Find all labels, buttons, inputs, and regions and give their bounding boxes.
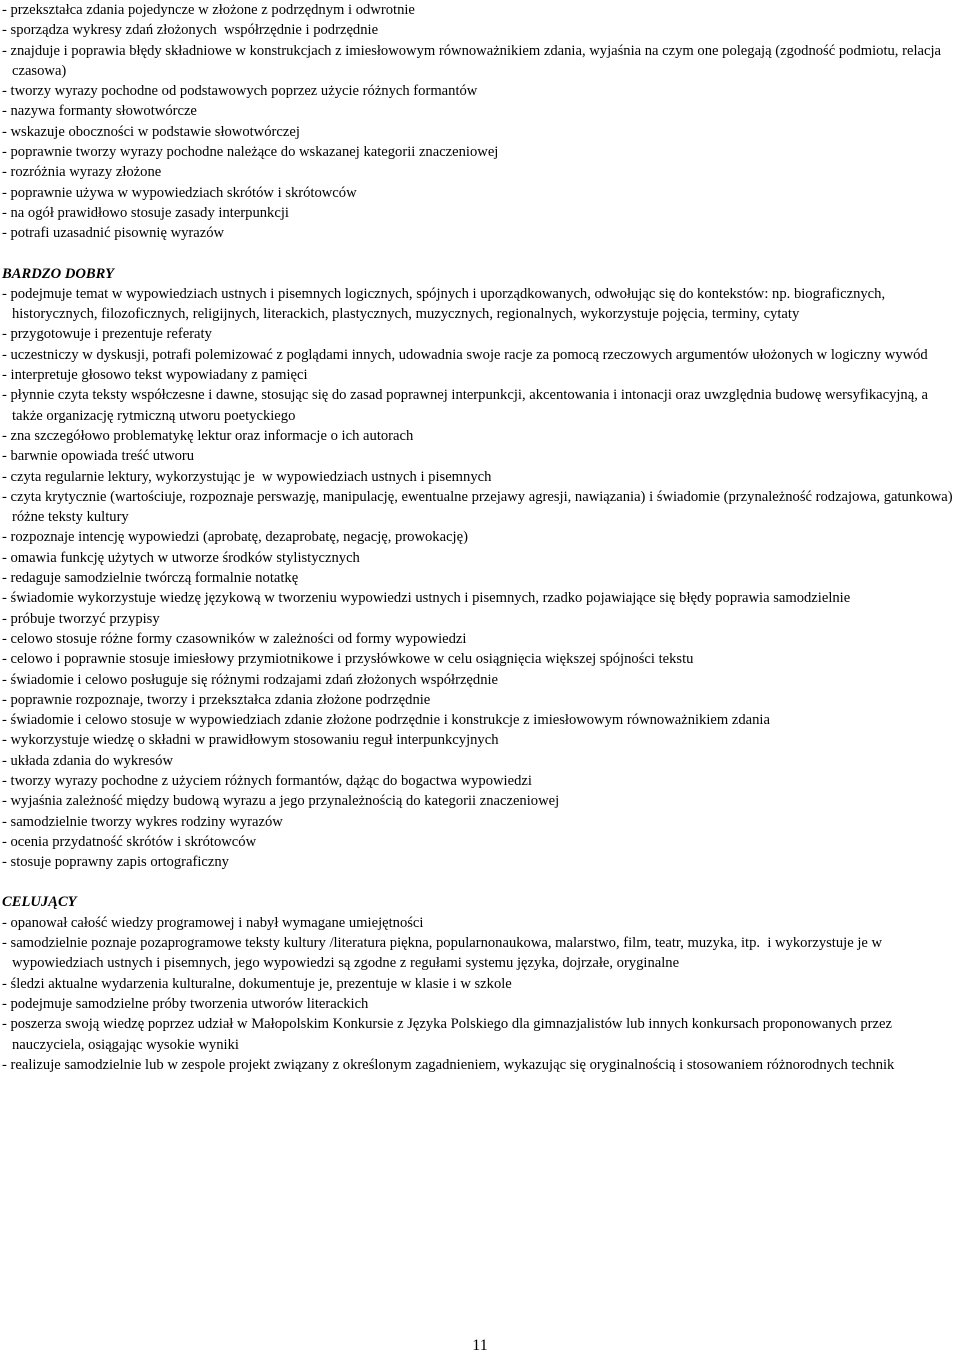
list-item: - uczestniczy w dyskusji, potrafi polemizować z poglądami innych, udowadnia swoje racje za pomocą rzeczowych argumentów ułożonych w logiczny wywód	[2, 346, 928, 363]
list-item: - świadomie i celowo posługuje się różnymi rodzajami zdań złożonych współrzędnie	[2, 671, 499, 688]
list-item: - redaguje samodzielnie twórczą formalnie notatkę	[2, 570, 299, 587]
list-item: - podejmuje temat w wypowiedziach ustnych i pisemnych logicznych, spójnych i uporządkowanych, odwołując się do kontekstów: np. biograficznych, historycznych, filozoficznych, religijnych, literackich, plastycznych, muzycznych, regionalnych, wykorzystuje pojęcia, terminy, cytaty	[2, 285, 889, 323]
list-item: - znajduje i poprawia błędy składniowe w konstrukcjach z imiesłowowym równoważnikiem zdania, wyjaśnia na czym one polegają (zgodność podmiotu, relacja czasowa)	[2, 42, 945, 79]
list-item: - tworzy wyrazy pochodne od podstawowych poprzez użycie różnych formantów	[2, 83, 478, 100]
list-item: - celowo stosuje różne formy czasowników w zależności od formy wypowiedzi	[2, 630, 467, 647]
list-item: - wyjaśnia zależność między budową wyrazu a jego przynależnością do kategorii znaczeniowej	[2, 793, 560, 810]
list-item: - sporządza wykresy zdań złożonych współrzędnie i podrzędnie	[2, 22, 379, 39]
list-item: - poprawnie rozpoznaje, tworzy i przekształca zdania złożone podrzędnie	[2, 691, 431, 708]
list-item: - samodzielnie tworzy wykres rodziny wyrazów	[2, 813, 283, 830]
requirements-list	[2, 284, 957, 873]
list-item: - poprawnie używa w wypowiedziach skrótów i skrótowców	[2, 184, 357, 201]
list-item: - interpretuje głosowo tekst wypowiadany z pamięci	[2, 367, 308, 384]
section	[2, 264, 957, 873]
list-item: - rozpoznaje intencję wypowiedzi (aprobatę, dezaprobatę, negację, prowokację)	[2, 529, 468, 546]
list-item: - próbuje tworzyć przypisy	[2, 610, 160, 627]
list-item: - przygotowuje i prezentuje referaty	[2, 326, 212, 343]
requirements-list	[2, 0, 957, 244]
list-item: - czyta krytycznie (wartościuje, rozpoznaje perswazję, manipulację, ewentualne przejawy agresji, nawiązania) i świadomie (przynależność rodzajowa, gatunkowa) różne teksty kultury	[2, 488, 957, 526]
list-item: - zna szczegółowo problematykę lektur oraz informacje o ich autorach	[2, 427, 414, 444]
list-item: - nazywa formanty słowotwórcze	[2, 103, 197, 120]
section	[2, 0, 957, 244]
list-item: - układa zdania do wykresów	[2, 752, 174, 769]
list-item: - śledzi aktualne wydarzenia kulturalne, dokumentuje je, prezentuje w klasie i w szkole	[2, 975, 512, 992]
list-item: - stosuje poprawny zapis ortograficzny	[2, 854, 229, 871]
list-item: - ocenia przydatność skrótów i skrótowców	[2, 833, 257, 850]
list-item: - czyta regularnie lektury, wykorzystując je w wypowiedziach ustnych i pisemnych	[2, 468, 492, 485]
list-item: - świadomie wykorzystuje wiedzę językową w tworzeniu wypowiedzi ustnych i pisemnych, rzadko pojawiające się błędy poprawia samodzielnie	[2, 590, 851, 607]
sections-container	[2, 0, 957, 1075]
page-number: 11	[472, 1337, 488, 1354]
list-item: - podejmuje samodzielne próby tworzenia utworów literackich	[2, 995, 369, 1012]
section	[2, 892, 957, 1075]
list-item: - tworzy wyrazy pochodne z użyciem różnych formantów, dążąc do bogactwa wypowiedzi	[2, 772, 532, 789]
section-heading: BARDZO DOBRY	[2, 265, 115, 282]
list-item: - opanował całość wiedzy programowej i nabył wymagane umiejętności	[2, 914, 424, 931]
list-item: - barwnie opowiada treść utworu	[2, 448, 195, 465]
list-item: - wskazuje oboczności w podstawie słowotwórczej	[2, 123, 300, 140]
list-item: - na ogół prawidłowo stosuje zasady interpunkcji	[2, 204, 289, 221]
list-item: - realizuje samodzielnie lub w zespole projekt związany z określonym zagadnieniem, wykazując się oryginalnością i stosowaniem różnorodnych technik	[2, 1056, 895, 1073]
list-item: - potrafi uzasadnić pisownię wyrazów	[2, 225, 225, 242]
list-item: - świadomie i celowo stosuje w wypowiedziach zdanie złożone podrzędnie i konstrukcje z imiesłowowym równoważnikiem zdania	[2, 712, 770, 729]
list-item: - przekształca zdania pojedyncze w złożone z podrzędnym i odwrotnie	[2, 2, 415, 18]
list-item: - celowo i poprawnie stosuje imiesłowy przymiotnikowe i przysłówkowe w celu osiągnięcia większej spójności tekstu	[2, 651, 694, 668]
list-item: - poprawnie tworzy wyrazy pochodne należące do wskazanej kategorii znaczeniowej	[2, 144, 499, 161]
list-item: - omawia funkcję użytych w utworze środków stylistycznych	[2, 549, 360, 566]
requirements-list	[2, 913, 957, 1075]
section-heading: CELUJĄCY	[2, 894, 77, 911]
document-page	[2, 0, 957, 1075]
list-item: - płynnie czyta teksty współczesne i dawne, stosując się do zasad poprawnej interpunkcji, akcentowania i intonacji oraz uwzględnia budowę wersyfikacyjną, a także organizację rytmiczną utworu poetyckiego	[2, 387, 932, 424]
list-item: - rozróżnia wyrazy złożone	[2, 164, 162, 181]
list-item: - samodzielnie poznaje pozaprogramowe teksty kultury /literatura piękna, popularnonaukowa, malarstwo, film, teatr, muzyka, itp. i wykorzystuje je w wypowiedziach ustnych i pisemnych, jego wypowiedzi są zgodne z regułami systemu języka, dojrzałe, oryginalne	[2, 935, 886, 972]
list-item: - poszerza swoją wiedzę poprzez udział w Małopolskim Konkursie z Języka Polskiego dla gimnazjalistów lub innych konkursach proponowanych przez nauczyciela, osiągając wysokie wyniki	[2, 1016, 896, 1053]
list-item: - wykorzystuje wiedzę o składni w prawidłowym stosowaniu reguł interpunkcyjnych	[2, 732, 499, 749]
